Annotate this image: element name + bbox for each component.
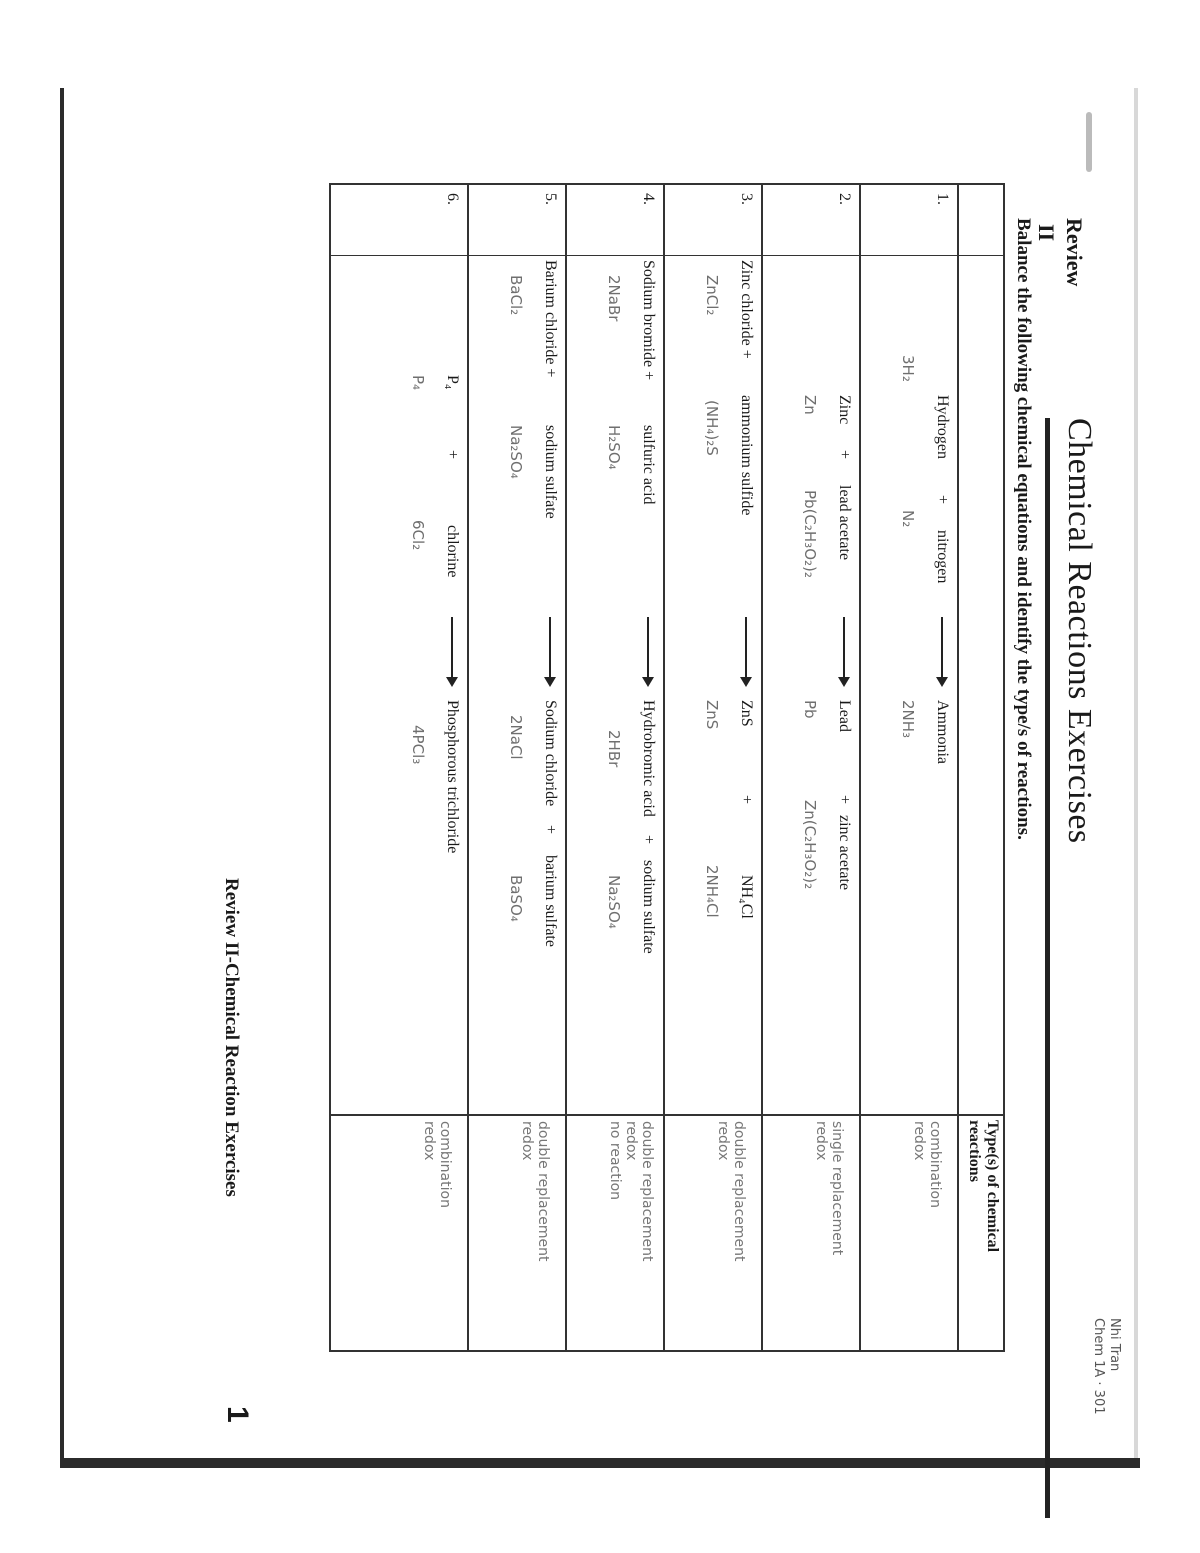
answer-reactant-1: P₄	[409, 375, 427, 391]
table-row	[467, 185, 565, 1350]
plus-sign: +	[542, 825, 559, 835]
reactions-table	[329, 183, 1005, 1352]
reactant-1: Barium chloride +	[542, 260, 559, 378]
table-row	[663, 185, 761, 1350]
reactant-1: P₄	[444, 375, 461, 390]
reaction-type: redox	[519, 1121, 535, 1161]
table-row	[761, 185, 859, 1350]
answer-reactant-2: Pb(C₂H₃O₂)₂	[801, 490, 819, 578]
answer-product-1: Pb	[801, 700, 819, 719]
type-column-header	[965, 1120, 1001, 1330]
header-line: Type(s) of chemical	[984, 1120, 1001, 1253]
reactant-1: Sodium bromide +	[640, 260, 657, 381]
table-row	[333, 185, 467, 1350]
reaction-type: double replacement	[639, 1121, 655, 1262]
reaction-arrow	[745, 617, 747, 685]
reactant-2: sodium sulfate	[542, 425, 559, 519]
reaction-type: no reaction	[607, 1121, 623, 1201]
handwritten-name	[1090, 1318, 1122, 1438]
product-2: zinc acetate	[836, 815, 853, 891]
row-number: 1.	[934, 193, 951, 205]
product-2: sodium sulfate	[640, 860, 657, 954]
reaction-types	[519, 1121, 551, 1262]
answer-product-2: BaSO₄	[507, 875, 525, 922]
reactant-2: sulfuric acid	[640, 425, 657, 505]
answer-product-2: 2NH₄Cl	[703, 865, 721, 918]
reaction-type: single replacement	[829, 1121, 845, 1256]
reaction-type: combination	[927, 1121, 943, 1208]
paper-edge-right	[1134, 88, 1138, 1464]
answer-product-1: 4PCl₃	[409, 725, 427, 765]
answer-reactant-1: 2NaBr	[605, 275, 623, 322]
reaction-type: double replacement	[731, 1121, 747, 1262]
answer-product-2: Na₂SO₄	[605, 875, 623, 929]
review-numeral: II	[1034, 224, 1059, 242]
answer-reactant-1: ZnCl₂	[703, 275, 721, 316]
reaction-arrow	[647, 617, 649, 685]
answer-product-2: Zn(C₂H₃O₂)₂	[801, 800, 819, 890]
worksheet-page	[60, 88, 1130, 1464]
plus-sign: +	[444, 450, 461, 460]
rotated-content	[60, 88, 1130, 1464]
product-1: Phosphorous trichloride	[444, 700, 461, 854]
header-line: reactions	[966, 1120, 983, 1182]
reaction-type: redox	[421, 1121, 437, 1161]
row-number: 5.	[542, 193, 559, 205]
answer-product-1: 2NaCl	[507, 715, 525, 760]
reactant-2: ammonium sulfide	[738, 395, 755, 516]
reaction-type: redox	[911, 1121, 927, 1161]
reaction-arrow	[451, 617, 453, 685]
class-section: Chem 1A · 301	[1091, 1318, 1106, 1415]
answer-reactant-1: 3H₂	[899, 355, 917, 382]
reaction-types	[421, 1121, 453, 1208]
product-1: ZnS	[738, 700, 755, 727]
reaction-arrow	[843, 617, 845, 685]
product-1: Hydrobromic acid	[640, 700, 657, 817]
plus-sign: +	[836, 450, 853, 460]
reactant-2: chlorine	[444, 525, 461, 578]
table-row	[859, 185, 957, 1350]
reaction-type: redox	[715, 1121, 731, 1161]
reaction-types	[911, 1121, 943, 1208]
plus-sign: +	[836, 795, 853, 805]
answer-reactant-1: Zn	[801, 395, 819, 415]
table-header	[957, 185, 1003, 1350]
product-2: NH₄Cl	[738, 875, 755, 919]
plus-sign: +	[640, 835, 657, 845]
table-row	[565, 185, 663, 1350]
reactant-2: lead acetate	[836, 485, 853, 561]
reaction-types	[715, 1121, 747, 1262]
instructions: Balance the following chemical equations and identify the type/s of reactions.	[1013, 218, 1034, 840]
reactant-1: Zinc	[836, 395, 853, 425]
answer-reactant-2: H₂SO₄	[605, 425, 623, 470]
answer-product-1: ZnS	[703, 700, 721, 730]
row-number: 2.	[836, 193, 853, 205]
row-number: 6.	[444, 193, 461, 205]
reaction-type: redox	[623, 1121, 639, 1161]
answer-product-1: 2HBr	[605, 730, 623, 768]
reaction-arrow	[549, 617, 551, 685]
reaction-type: double replacement	[535, 1121, 551, 1262]
page-number: 1	[221, 1406, 254, 1423]
reaction-types	[813, 1121, 845, 1255]
title-rule	[1045, 418, 1050, 1518]
plus-sign: +	[738, 795, 755, 805]
answer-reactant-1: BaCl₂	[507, 275, 525, 316]
page-footer: Review II-Chemical Reaction Exercises	[221, 878, 242, 1197]
product-1: Lead	[836, 700, 853, 732]
plus-sign: +	[934, 495, 951, 505]
review-label	[1032, 218, 1088, 286]
row-number: 3.	[738, 193, 755, 205]
reaction-arrow	[941, 617, 943, 685]
reactant-2: nitrogen	[934, 530, 951, 584]
student-name: Nhi Tran	[1107, 1318, 1122, 1372]
product-1: Sodium chloride	[542, 700, 559, 807]
answer-reactant-2: 6Cl₂	[409, 520, 427, 551]
product-1: Ammonia	[934, 700, 951, 764]
answer-reactant-2: N₂	[899, 510, 917, 528]
row-number: 4.	[640, 193, 657, 205]
answer-reactant-2: Na₂SO₄	[507, 425, 525, 479]
reactant-1: Zinc chloride +	[738, 260, 755, 359]
product-2: barium sulfate	[542, 855, 559, 947]
reaction-types	[607, 1121, 655, 1262]
reaction-type: combination	[437, 1121, 453, 1208]
reaction-type: redox	[813, 1121, 829, 1161]
answer-reactant-2: (NH₄)₂S	[703, 400, 721, 456]
review-word: Review	[1062, 218, 1087, 287]
answer-product-1: 2NH₃	[899, 700, 917, 739]
page-title: Chemical Reactions Exercises	[1061, 418, 1098, 844]
reactant-1: Hydrogen	[934, 395, 951, 459]
